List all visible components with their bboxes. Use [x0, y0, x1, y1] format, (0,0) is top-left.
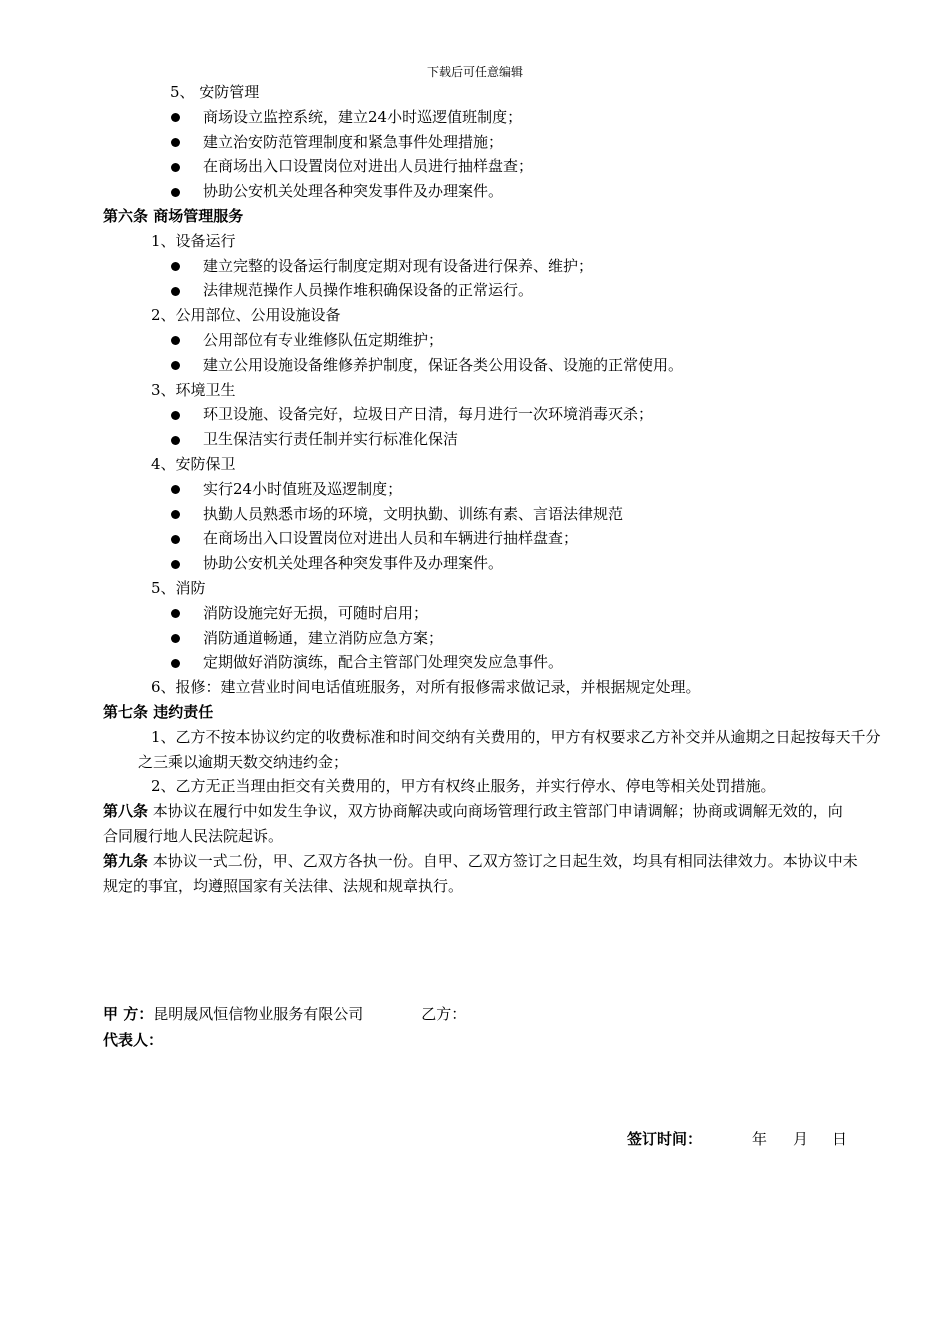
- bullet-dot-icon: [171, 510, 180, 519]
- bullet-item: [103, 402, 863, 427]
- numbered-item: [103, 80, 863, 105]
- bullet-dot-icon: [171, 163, 180, 172]
- bullet-dot-icon: [171, 560, 180, 569]
- bullet-text: 执勤人员熟悉市场的环境，文明执勤、训练有素、言语法律规范: [203, 504, 624, 523]
- page-header: 下载后可任意编辑: [426, 65, 523, 79]
- bullet-item: [103, 601, 863, 626]
- numbered-item: [103, 675, 863, 700]
- bullet-text: 建立治安防范管理制度和紧急事件处理措施；: [203, 132, 504, 151]
- bullet-dot-icon: [171, 361, 180, 370]
- bullet-text: 环卫设施、设备完好，垃圾日产日清，每月进行一次环境消毒灭杀；: [203, 405, 654, 424]
- numbered-item-text: 5、 安防管理: [170, 83, 260, 101]
- numbered-item: [103, 452, 863, 477]
- article8-text: 本协议在履行中如发生争议，双方协商解决或向商场管理行政主管部门申请调解；协商或调解无效的，向合同履行地人民法院起诉。: [103, 802, 843, 845]
- bullet-text: 在商场出入口设置岗位对进出人员进行抽样盘查；: [203, 157, 534, 176]
- bullet-item: [103, 477, 863, 502]
- signing-date-label: 签订时间：: [627, 1130, 703, 1148]
- article9-text: 本协议一式二份，甲、乙双方各执一份。自甲、乙双方签订之日起生效，均具有相同法律效力。本协议中未规定的事宜，均遵照国家有关法律、法规和规章执行。: [103, 851, 858, 895]
- bullet-dot-icon: [171, 262, 180, 271]
- article-heading-text: 第六条 商场管理服务: [103, 206, 244, 225]
- day-label: 日: [832, 1130, 848, 1148]
- numbered-item: [103, 576, 863, 601]
- bullet-dot-icon: [171, 485, 180, 494]
- numbered-item-text: 2、公用部位、公用设施设备: [151, 306, 341, 325]
- bullet-text: 消防通道畅通，建立消防应急方案；: [203, 628, 444, 647]
- party-a-name: 昆明晟风恒信物业服务有限公司: [153, 1005, 364, 1023]
- article9: [103, 849, 863, 899]
- bullet-text: 协助公安机关处理各种突发事件及办理案件。: [203, 182, 504, 201]
- bullet-item: [103, 526, 863, 551]
- bullet-text: 实行24小时值班及巡逻制度；: [203, 479, 403, 498]
- bullet-item: [103, 254, 863, 279]
- bullet-item: [103, 154, 863, 179]
- numbered-item-text: 5、消防: [151, 578, 206, 597]
- numbered-item-text: 6、报修：建立营业时间电话值班服务，对所有报修需求做记录，并根据规定处理。: [151, 678, 701, 697]
- bullet-item: [103, 650, 863, 675]
- bullet-text: 建立完整的设备运行制度定期对现有设备进行保养、维护；: [203, 256, 594, 275]
- representative-label: 代表人：: [103, 1031, 164, 1049]
- year-label: 年: [752, 1130, 768, 1148]
- bullet-dot-icon: [171, 113, 180, 122]
- article-heading-text: 第七条 违约责任: [103, 702, 214, 721]
- bullet-dot-icon: [171, 609, 180, 618]
- bullet-dot-icon: [171, 411, 180, 420]
- bullet-item: [103, 427, 863, 452]
- bullet-dot-icon: [171, 436, 180, 445]
- signature-block: [103, 1001, 466, 1053]
- numbered-item: [103, 378, 863, 403]
- signing-date: [627, 1126, 847, 1152]
- bullet-dot-icon: [171, 138, 180, 147]
- numbered-item-text: 3、环境卫生: [151, 380, 236, 399]
- bullet-text: 建立公用设施设备维修养护制度，保证各类公用设备、设施的正常使用。: [203, 355, 684, 374]
- article8-label: 第八条: [103, 802, 149, 821]
- bullet-text: 在商场出入口设置岗位对进出人员和车辆进行抽样盘查；: [203, 529, 579, 548]
- numbered-item-text: 1、设备运行: [151, 231, 236, 250]
- party-a-label: 甲 方：: [103, 1005, 154, 1023]
- bullet-dot-icon: [171, 336, 180, 345]
- bullet-text: 商场设立监控系统，建立24小时巡逻值班制度；: [203, 107, 523, 126]
- article8: [103, 799, 849, 849]
- bullet-text: 法律规范操作人员操作堆积确保设备的正常运行。: [203, 281, 534, 300]
- bullet-text: 消防设施完好无损，可随时启用；: [203, 603, 429, 622]
- bullet-dot-icon: [171, 287, 180, 296]
- numbered-item: [103, 229, 863, 254]
- bullet-item: [103, 278, 863, 303]
- document-body: [103, 80, 881, 898]
- bullet-text: 定期做好消防演练，配合主管部门处理突发应急事件。: [203, 653, 564, 672]
- article-heading: [103, 700, 863, 725]
- section-list: [103, 80, 863, 725]
- bullet-dot-icon: [171, 535, 180, 544]
- article9-label: 第九条: [103, 851, 149, 870]
- bullet-item: [103, 179, 863, 204]
- bullet-text: 卫生保洁实行责任制并实行标准化保洁: [203, 430, 459, 449]
- bullet-item: [103, 551, 863, 576]
- bullet-text: 协助公安机关处理各种突发事件及办理案件。: [203, 554, 504, 573]
- article7-clause1: 1、乙方不按本协议约定的收费标准和时间交纳有关费用的，甲方有权要求乙方补交并从逾期之日起按每天千分之三乘以逾期天数交纳违约金；: [138, 727, 881, 771]
- numbered-item-text: 4、安防保卫: [151, 454, 236, 473]
- party-b-label: 乙方：: [421, 1005, 467, 1023]
- bullet-item: [103, 353, 863, 378]
- bullet-dot-icon: [171, 188, 180, 197]
- article-heading: [103, 204, 863, 229]
- bullet-item: [103, 328, 863, 353]
- bullet-item: [103, 502, 863, 527]
- numbered-item: [103, 303, 863, 328]
- bullet-item: [103, 130, 863, 155]
- article7-clause2: 2、乙方无正当理由拒交有关费用的，甲方有权终止服务，并实行停水、停电等相关处罚措施。: [151, 777, 776, 796]
- bullet-dot-icon: [171, 659, 180, 668]
- bullet-item: [103, 105, 863, 130]
- bullet-text: 公用部位有专业维修队伍定期维护；: [203, 330, 444, 349]
- bullet-dot-icon: [171, 634, 180, 643]
- bullet-item: [103, 626, 863, 651]
- month-label: 月: [793, 1130, 809, 1148]
